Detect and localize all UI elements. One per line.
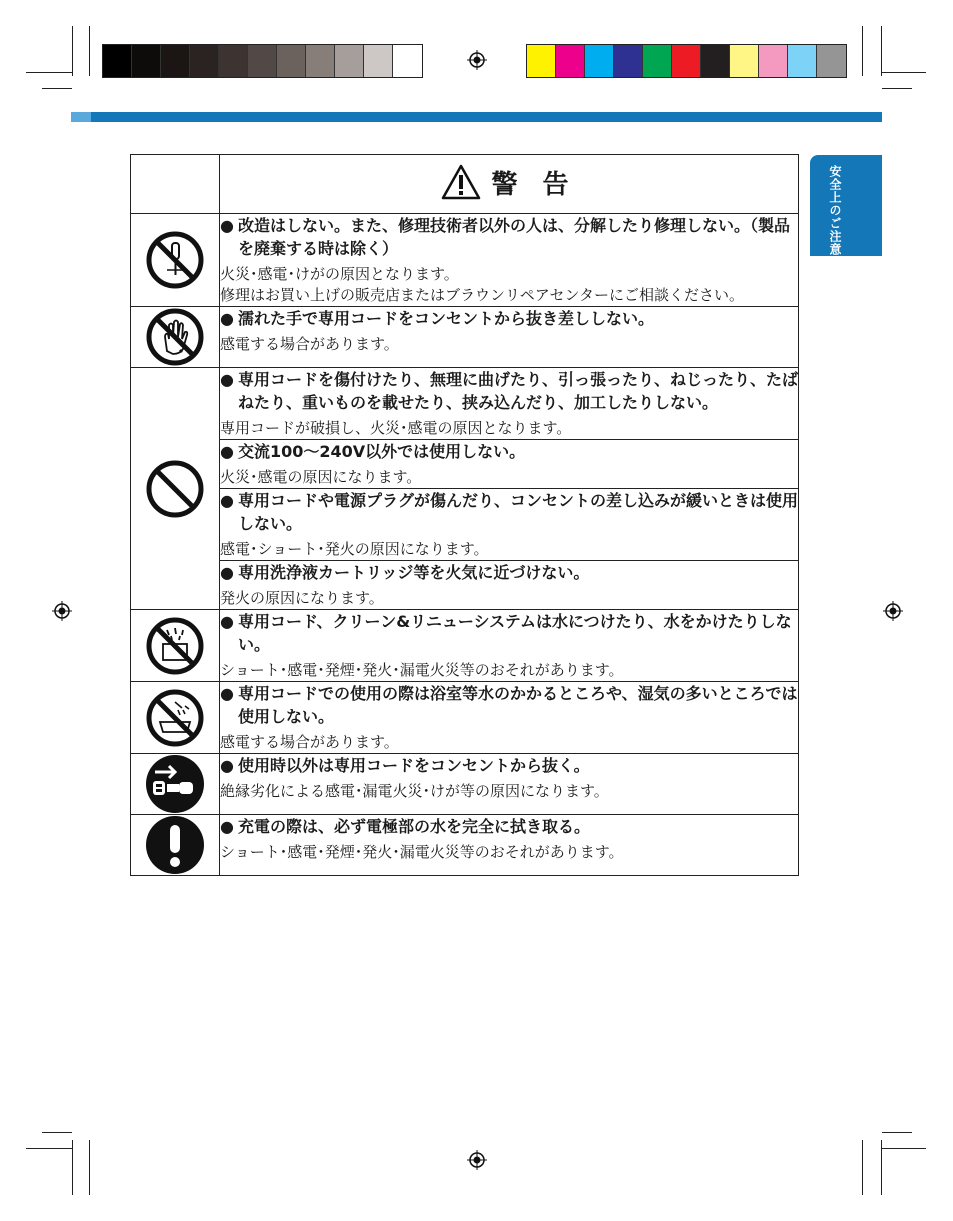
warning-item-title: ● 専用コードや電源プラグが傷んだり、コンセントの差し込みが緩いときは使用しない。 [220,489,798,535]
warning-item-title: ● 充電の際は、必ず電極部の水を完全に拭き取る。 [220,815,798,838]
warning-item-description: 火災･感電の原因になります。 [220,468,422,486]
warning-row [131,489,799,561]
color-swatch [556,45,585,77]
crop-mark [882,1148,926,1149]
warning-header-row [131,155,799,214]
color-swatch [672,45,701,77]
warning-title: 警 告 [491,169,577,200]
crop-mark [882,72,926,73]
color-swatch [701,45,730,77]
warning-item-description: 専用コードが破損し、火災･感電の原因となります。 [220,419,572,437]
warning-item-title: ● 交流100～240V以外では使用しない。 [220,440,798,463]
header-rule [71,112,882,122]
warning-item-description: 火災･感電･けがの原因となります。 修理はお買い上げの販売店またはブラウンリペアセンターにご相談ください。 [220,265,744,304]
gray-swatch [219,45,248,77]
unplug-icon [145,754,205,814]
no-bathroom-use-icon [145,688,205,748]
warning-item-title: ● 専用コード、クリーン&リニューシステムは水につけたり、水をかけたりしない。 [220,610,798,656]
warning-item-description: 感電･ショート･発火の原因になります。 [220,540,489,558]
color-swatch [585,45,614,77]
crop-mark [72,26,73,76]
prohibition-icon [145,459,205,519]
crop-mark [42,1132,72,1133]
warning-item-title: ● 専用コードを傷付けたり、無理に曲げたり、引っ張ったり、ねじったり、たばねたり、重いものを載せたり、挟み込んだり、加工したりしない。 [220,368,798,414]
crop-mark [42,88,72,89]
warning-item-description: 感電する場合があります。 [220,335,399,353]
gray-swatch [277,45,306,77]
warning-item-title: ● 専用洗浄液カートリッジ等を火気に近づけない。 [220,561,798,584]
warning-icon-cell [131,214,220,307]
crop-mark [26,72,72,73]
warning-row [131,368,799,440]
warning-item [220,368,799,440]
crop-mark [862,1140,863,1195]
color-swatch [527,45,556,77]
warning-item [220,610,799,682]
color-swatch [614,45,643,77]
warning-item-title: ● 改造はしない。また、修理技術者以外の人は、分解したり修理しない。（製品を廃棄する時は除く） [220,214,798,260]
warning-item-description: 発火の原因になります。 [220,589,384,607]
color-bar [526,44,847,78]
gray-swatch [190,45,219,77]
warning-icon-cell [131,307,220,368]
gray-swatch [393,45,422,77]
warning-item-description: 感電する場合があります。 [220,733,399,751]
grayscale-bar [102,44,423,78]
registration-mark-icon [467,50,487,70]
warning-row [131,682,799,754]
warning-item [220,440,799,489]
color-swatch [817,45,846,77]
gray-swatch [335,45,364,77]
warning-item [220,307,799,368]
gray-swatch [364,45,393,77]
gray-swatch [103,45,132,77]
color-swatch [759,45,788,77]
section-tab-label: 安全上のご注意 [828,165,842,256]
color-swatch [788,45,817,77]
warning-icon-cell [131,368,220,610]
warning-item [220,214,799,307]
header-blank-cell [131,155,220,214]
crop-mark [89,26,90,76]
warning-item [220,489,799,561]
registration-mark-icon [467,1150,487,1170]
registration-mark-icon [52,601,72,621]
warning-icon-cell [131,682,220,754]
warning-item [220,754,799,815]
crop-mark [72,1140,73,1195]
gray-swatch [248,45,277,77]
crop-mark [862,26,863,76]
warning-row [131,754,799,815]
warning-item-title: ● 専用コードでの使用の際は浴室等水のかかるところや、湿気の多いところでは使用しない。 [220,682,798,728]
no-water-splash-icon [145,616,205,676]
color-swatch [643,45,672,77]
warning-header [220,155,799,214]
gray-swatch [161,45,190,77]
warning-icon-cell [131,610,220,682]
warning-item [220,561,799,610]
gray-swatch [306,45,335,77]
warning-item-description: 絶縁劣化による感電･漏電火災･けが等の原因になります。 [220,782,609,800]
warning-item-title: ● 使用時以外は専用コードをコンセントから抜く。 [220,754,798,777]
warning-icon-cell [131,815,220,876]
warning-row [131,307,799,368]
no-disassembly-icon [145,230,205,290]
warning-row [131,815,799,876]
warning-row [131,214,799,307]
warning-item [220,815,799,876]
warning-icon-cell [131,754,220,815]
crop-mark [881,26,882,76]
warning-row [131,610,799,682]
warning-item-title: ● 濡れた手で専用コードをコンセントから抜き差ししない。 [220,307,798,330]
warning-table [130,154,799,876]
warning-item-description: ショート･感電･発煙･発火･漏電火災等のおそれがあります。 [220,843,624,861]
warning-item [220,682,799,754]
warning-item-description: ショート･感電･発煙･発火･漏電火災等のおそれがあります。 [220,661,624,679]
gray-swatch [132,45,161,77]
crop-mark [26,1148,72,1149]
warning-row [131,561,799,610]
warning-triangle-icon [441,164,481,200]
no-wet-hands-icon [145,307,205,367]
crop-mark [882,1132,912,1133]
crop-mark [882,88,912,89]
registration-mark-icon [883,601,903,621]
warning-row [131,440,799,489]
mandatory-exclamation-icon [145,815,205,875]
crop-mark [89,1140,90,1195]
section-tab [810,155,882,256]
color-swatch [730,45,759,77]
